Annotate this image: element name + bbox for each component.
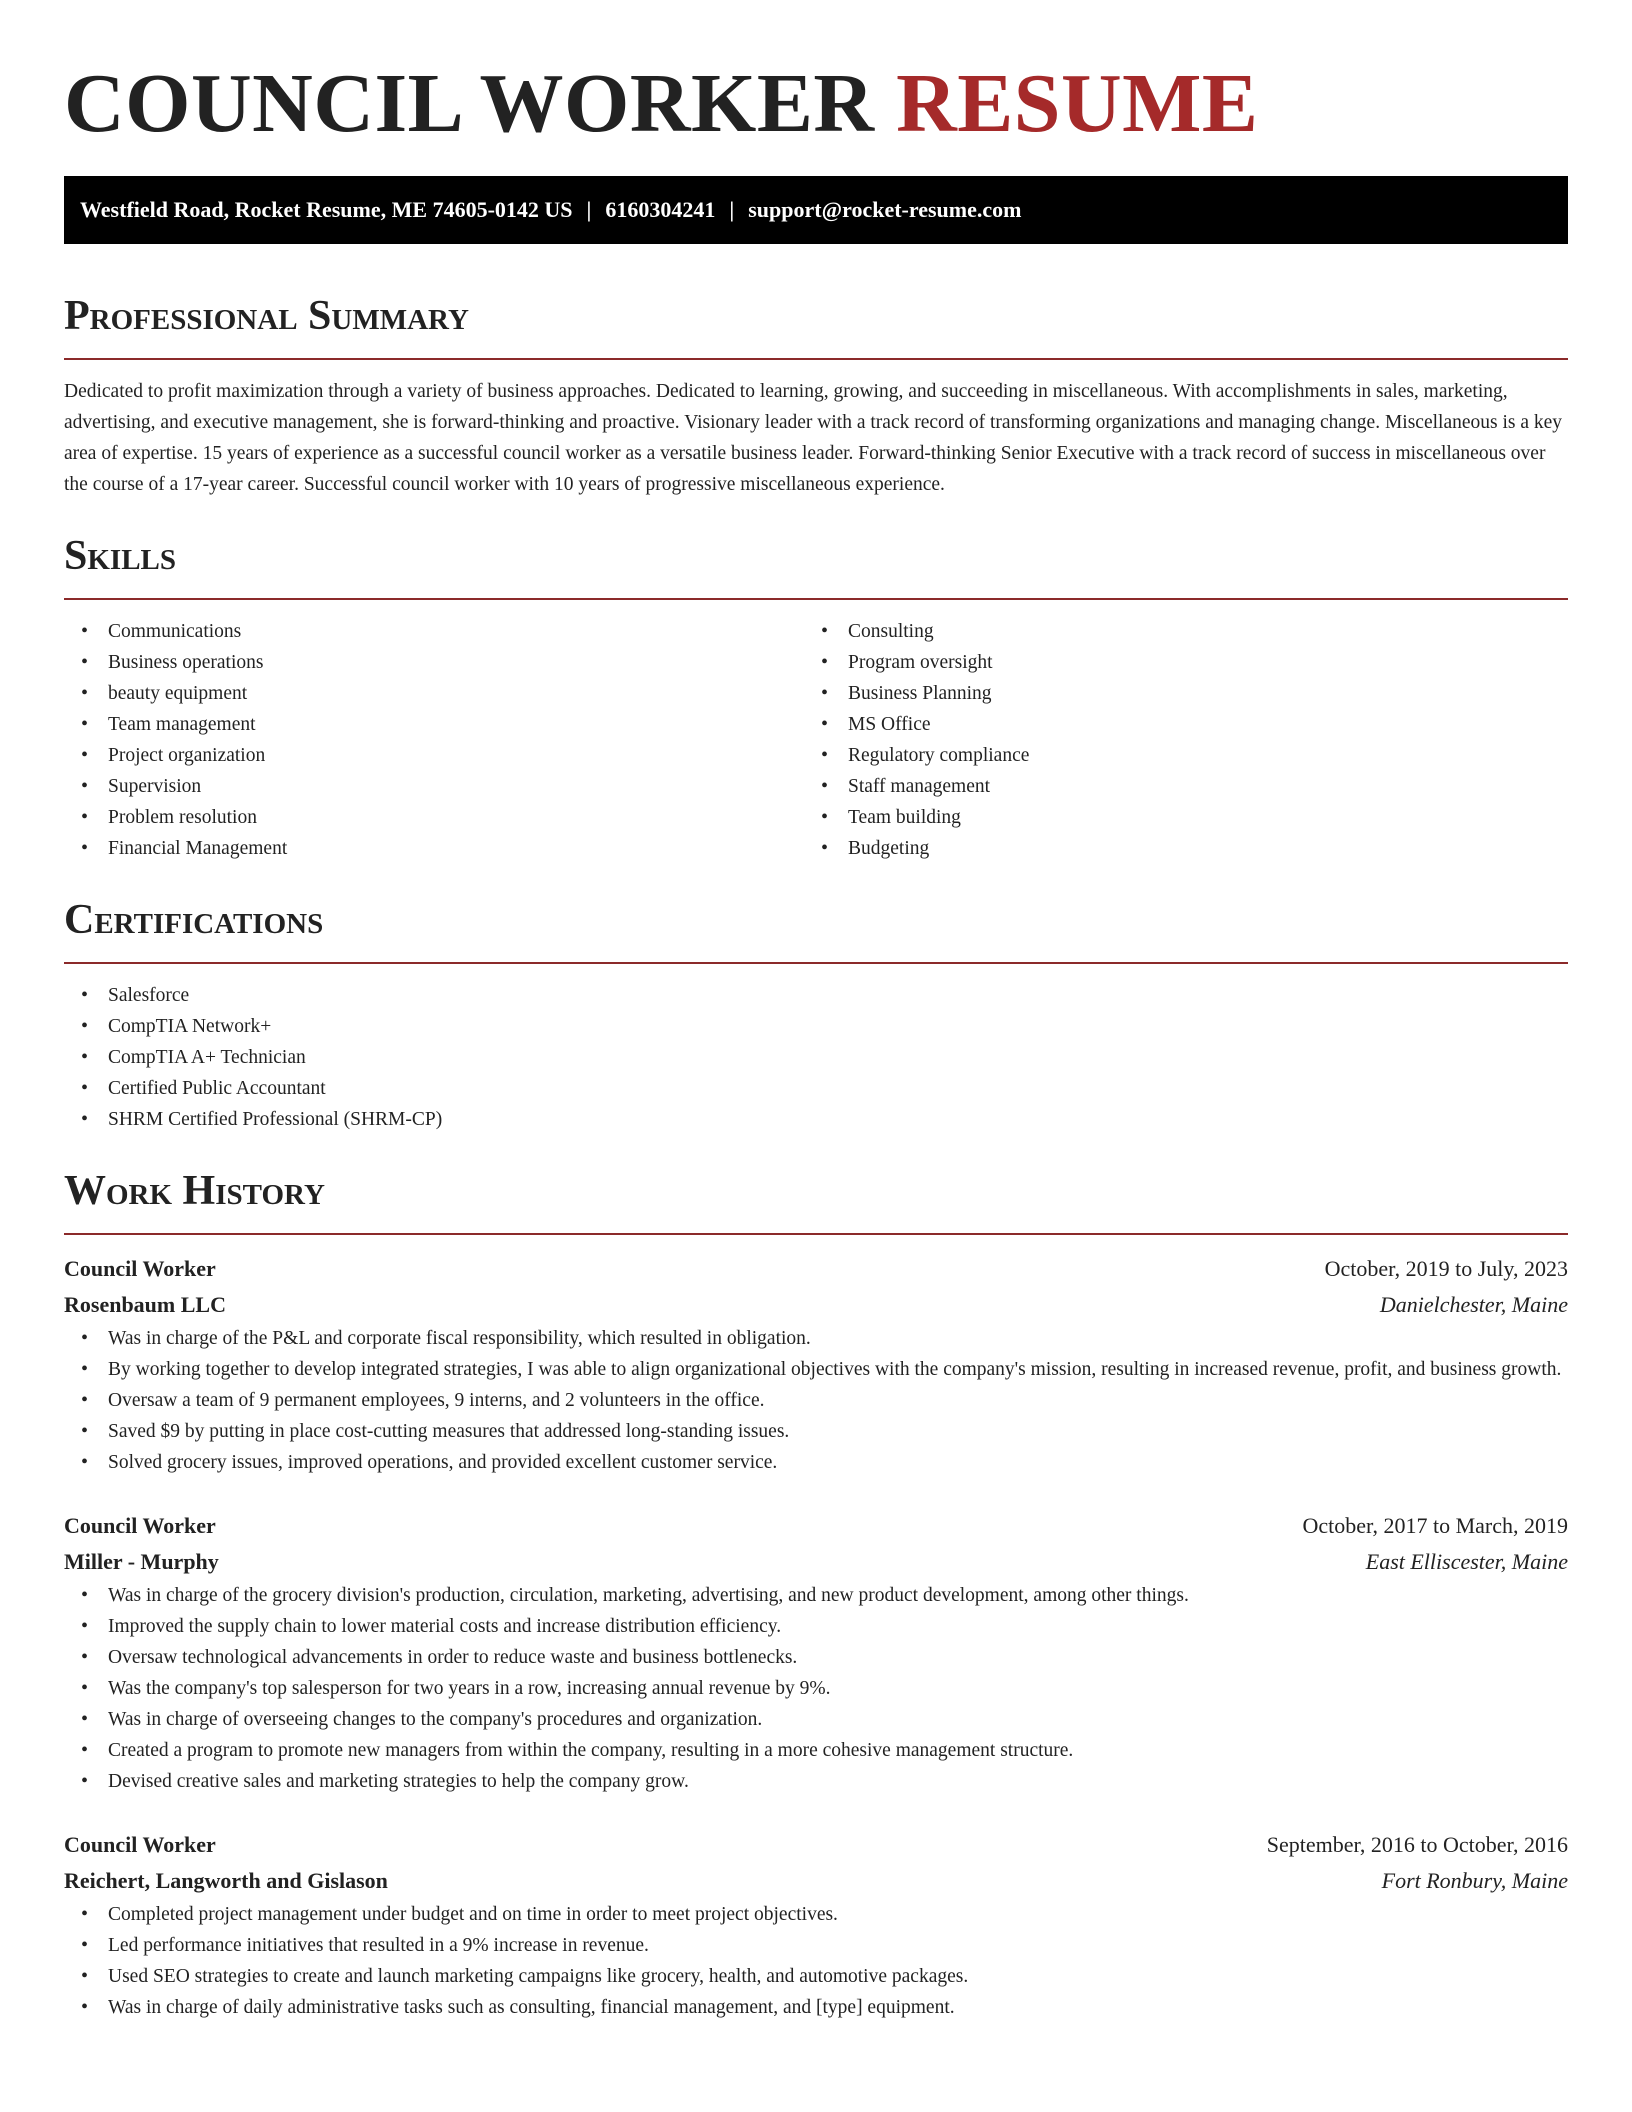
job-entry [64, 1508, 1568, 1797]
job-company: Rosenbaum LLC [64, 1292, 226, 1317]
contact-bar [64, 176, 1568, 244]
skill-item: • Regulatory compliance [804, 740, 1544, 771]
skill-item: • Consulting [804, 616, 1544, 647]
job-duty-item: • Was in charge of daily administrative tasks such as consulting, financial management, and [type] equipment. [64, 1992, 1568, 2023]
skills-heading: Skills [64, 533, 177, 579]
job-dates: October, 2017 to March, 2019 [1302, 1513, 1568, 1538]
section-divider [64, 358, 1568, 360]
skill-item: • Project organization [64, 740, 804, 771]
skill-item: • Communications [64, 616, 804, 647]
certification-item: • Certified Public Accountant [64, 1073, 1568, 1104]
job-location: Fort Ronbury, Maine [1381, 1868, 1568, 1893]
skills-list-left [64, 616, 804, 864]
certification-item: • CompTIA A+ Technician [64, 1042, 1568, 1073]
job-duty-item: • Oversaw technological advancements in order to reduce waste and business bottlenecks. [64, 1642, 1568, 1673]
job-dates: September, 2016 to October, 2016 [1266, 1832, 1568, 1857]
job-header-row [64, 1827, 1568, 1863]
skill-item: • Team management [64, 709, 804, 740]
job-title: Council Worker [64, 1513, 216, 1538]
job-company: Miller - Murphy [64, 1549, 219, 1574]
job-duty-item: • Used SEO strategies to create and launch marketing campaigns like grocery, health, and automotive packages. [64, 1961, 1568, 1992]
skills-section [64, 528, 1568, 864]
skill-item: • Budgeting [804, 833, 1544, 864]
job-duty-item: • By working together to develop integrated strategies, I was able to align organizational objectives with the company's mission, resulting in increased revenue, profit, and business growth. [64, 1354, 1568, 1385]
skill-item: • Supervision [64, 771, 804, 802]
job-duties-list [64, 1899, 1568, 2023]
certifications-heading: Certifications [64, 897, 324, 943]
certification-item: • CompTIA Network+ [64, 1011, 1568, 1042]
certification-item: • SHRM Certified Professional (SHRM-CP) [64, 1104, 1568, 1135]
title-main: COUNCIL WORKER [64, 57, 875, 150]
job-duty-item: • Created a program to promote new managers from within the company, resulting in a more cohesive management structure. [64, 1735, 1568, 1766]
contact-phone: 6160304241 [605, 197, 716, 222]
job-duty-item: • Solved grocery issues, improved operations, and provided excellent customer service. [64, 1447, 1568, 1478]
skill-item: • Staff management [804, 771, 1544, 802]
job-location: Danielchester, Maine [1379, 1292, 1568, 1317]
job-duty-item: • Was in charge of overseeing changes to the company's procedures and organization. [64, 1704, 1568, 1735]
job-duty-item: • Oversaw a team of 9 permanent employees, 9 interns, and 2 volunteers in the office. [64, 1385, 1568, 1416]
job-company-row [64, 1863, 1568, 1899]
job-company: Reichert, Langworth and Gislason [64, 1868, 388, 1893]
summary-heading: Professional Summary [64, 293, 469, 339]
job-duty-item: • Completed project management under budget and on time in order to meet project objectives. [64, 1899, 1568, 1930]
job-header-row [64, 1508, 1568, 1544]
certifications-list [64, 980, 1568, 1135]
job-location: East Elliscester, Maine [1365, 1549, 1568, 1574]
work-history-section [64, 1163, 1568, 2023]
job-duty-item: • Was the company's top salesperson for two years in a row, increasing annual revenue by 9%. [64, 1673, 1568, 1704]
contact-email[interactable]: support@rocket-resume.com [748, 197, 1022, 222]
section-divider [64, 1233, 1568, 1235]
skill-item: • Problem resolution [64, 802, 804, 833]
job-title: Council Worker [64, 1256, 216, 1281]
job-title: Council Worker [64, 1832, 216, 1857]
job-company-row [64, 1287, 1568, 1323]
job-header-row [64, 1251, 1568, 1287]
skill-item: • Business operations [64, 647, 804, 678]
skill-item: • MS Office [804, 709, 1544, 740]
certification-item: • Salesforce [64, 980, 1568, 1011]
summary-section [64, 288, 1568, 500]
job-duty-item: • Was in charge of the grocery division's production, circulation, marketing, advertising, and new product development, among other things. [64, 1580, 1568, 1611]
job-entry [64, 1827, 1568, 2023]
skill-item: • Team building [804, 802, 1544, 833]
title-accent: RESUME [896, 57, 1259, 150]
skill-item: • Financial Management [64, 833, 804, 864]
skill-item: • beauty equipment [64, 678, 804, 709]
section-divider [64, 598, 1568, 600]
job-duty-item: • Improved the supply chain to lower material costs and increase distribution efficiency. [64, 1611, 1568, 1642]
certifications-section [64, 892, 1568, 1135]
skill-item: • Business Planning [804, 678, 1544, 709]
skill-item: • Program oversight [804, 647, 1544, 678]
job-duty-item: • Led performance initiatives that resulted in a 9% increase in revenue. [64, 1930, 1568, 1961]
job-duties-list [64, 1580, 1568, 1797]
job-entry [64, 1251, 1568, 1478]
job-duty-item: • Devised creative sales and marketing strategies to help the company grow. [64, 1766, 1568, 1797]
job-duties-list [64, 1323, 1568, 1478]
work-history-heading: Work History [64, 1168, 325, 1214]
summary-text: Dedicated to profit maximization through a variety of business approaches. Dedicated to learning, growing, and succeeding in miscellaneous. With accomplishments in sales, marketing, advertising, and executive management, she is forward-thinking and proactive. Visionary leader with a track record of transforming organizations and managing change. Miscellaneous is a key area of expertise. 15 years of experience as a successful council worker as a versatile business leader. Forward-thinking Senior Executive with a track record of success in miscellaneous over the course of a 17-year career. Successful council worker with 10 years of progressive miscellaneous experience. [64, 381, 1563, 495]
job-duty-item: • Saved $9 by putting in place cost-cutting measures that addressed long-standing issues. [64, 1416, 1568, 1447]
skills-columns [64, 616, 1568, 864]
job-duty-item: • Was in charge of the P&L and corporate fiscal responsibility, which resulted in obligation. [64, 1323, 1568, 1354]
contact-separator: | [586, 197, 592, 222]
job-dates: October, 2019 to July, 2023 [1324, 1256, 1568, 1281]
page-title [64, 0, 1568, 176]
job-company-row [64, 1544, 1568, 1580]
contact-address: Westfield Road, Rocket Resume, ME 74605-0142 US [80, 197, 573, 222]
skills-list-right [804, 616, 1544, 864]
section-divider [64, 962, 1568, 964]
contact-separator: | [729, 197, 735, 222]
resume-page [64, 0, 1568, 2023]
